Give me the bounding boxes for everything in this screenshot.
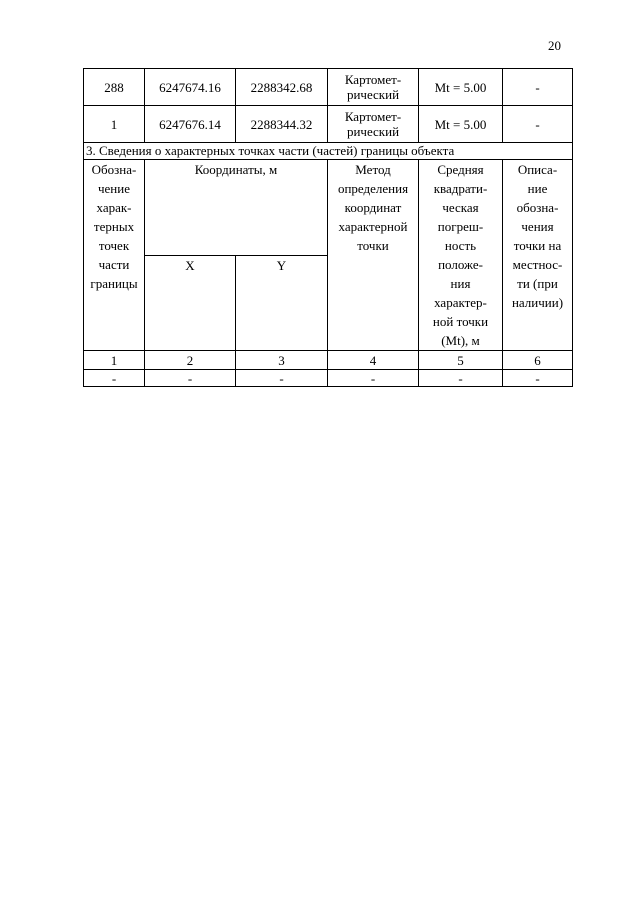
point-mt: Mt = 5.00 <box>419 106 503 143</box>
empty-cell: - <box>145 370 236 387</box>
point-method: Картомет- рический <box>328 106 419 143</box>
table-row <box>84 69 573 106</box>
header-coordinates: Координаты, м <box>145 160 328 256</box>
header-description: Описа- ние обозна- чения точки на местнос- ти (при наличии) <box>503 160 573 351</box>
point-y: 2288342.68 <box>236 69 328 106</box>
header-point-designation: Обозна- чение харак- терных точек части границы <box>84 160 145 351</box>
header-row <box>84 160 573 256</box>
empty-cell: - <box>503 370 573 387</box>
section-heading-row <box>84 143 573 160</box>
header-x: X <box>145 255 236 351</box>
page-number: 20 <box>548 38 561 53</box>
header-method: Метод определения координат характерной точки <box>328 160 419 351</box>
column-number: 3 <box>236 351 328 370</box>
point-desc: - <box>503 69 573 106</box>
point-mt: Mt = 5.00 <box>419 69 503 106</box>
point-y: 2288344.32 <box>236 106 328 143</box>
boundary-points-table <box>83 68 573 387</box>
section-title: 3. Сведения о характерных точках части (частей) границы объекта <box>84 143 573 160</box>
empty-cell: - <box>236 370 328 387</box>
point-id: 1 <box>84 106 145 143</box>
table-row <box>84 370 573 387</box>
empty-cell: - <box>84 370 145 387</box>
column-number: 1 <box>84 351 145 370</box>
empty-cell: - <box>328 370 419 387</box>
column-number: 2 <box>145 351 236 370</box>
point-id: 288 <box>84 69 145 106</box>
table-row <box>84 106 573 143</box>
point-x: 6247674.16 <box>145 69 236 106</box>
header-accuracy: Средняя квадрати- ческая погреш- ность положе- ния характер- ной точки (Mt), м <box>419 160 503 351</box>
header-y: Y <box>236 255 328 351</box>
column-number: 5 <box>419 351 503 370</box>
point-x: 6247676.14 <box>145 106 236 143</box>
empty-cell: - <box>419 370 503 387</box>
column-number: 4 <box>328 351 419 370</box>
column-numbers-row <box>84 351 573 370</box>
point-desc: - <box>503 106 573 143</box>
point-method: Картомет- рический <box>328 69 419 106</box>
column-number: 6 <box>503 351 573 370</box>
